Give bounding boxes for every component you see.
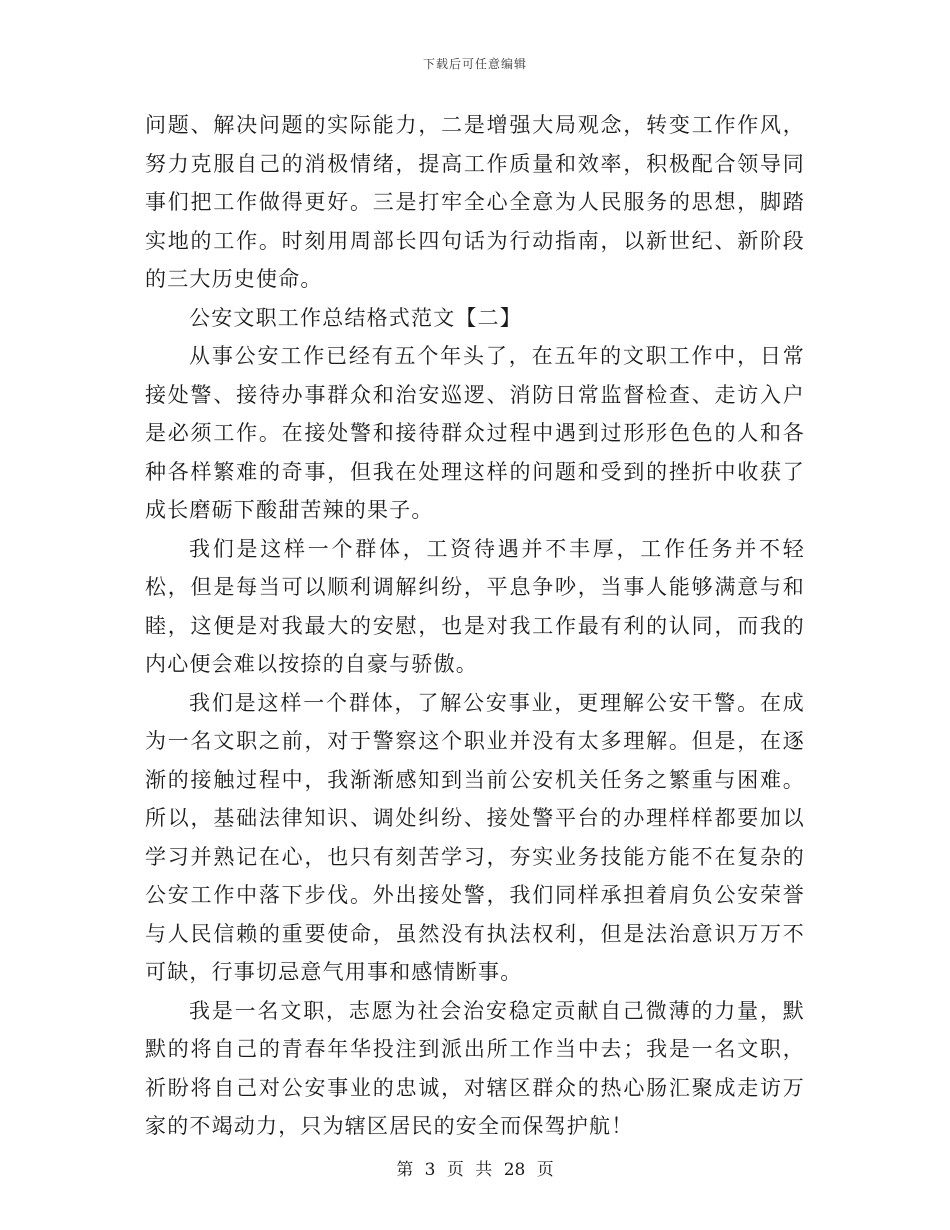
document-body bbox=[145, 106, 805, 1146]
current-page-number: 3 bbox=[424, 1160, 436, 1180]
body-paragraph-3: 我们是这样一个群体，工资待遇并不丰厚，工作任务并不轻松，但是每当可以顺利调解纠纷，平息争吵，当事人能够满意与和睦，这便是对我最大的安慰，也是对我工作最有利的认同，而我的内心便会难以按捺的自豪与骄傲。 bbox=[145, 536, 805, 676]
section-heading: 公安文职工作总结格式范文【二】 bbox=[189, 305, 522, 330]
body-paragraph-5: 我是一名文职，志愿为社会治安稳定贡献自己微薄的力量，默默的将自己的青春年华投注到派出所工作当中去；我是一名文职，祈盼将自己对公安事业的忠诚，对辖区群众的热心肠汇聚成走访万家的不竭动力，只为辖区居民的安全而保驾护航！ bbox=[145, 998, 805, 1138]
page-footer bbox=[0, 1155, 950, 1180]
page-header: 下载后可任意编辑 bbox=[422, 57, 527, 71]
footer-prefix: 第 bbox=[396, 1160, 414, 1180]
footer-suffix: 页 bbox=[536, 1160, 554, 1180]
footer-total-word: 共 bbox=[475, 1160, 493, 1180]
body-paragraph-2: 从事公安工作已经有五个年头了，在五年的文职工作中，日常接处警、接待办事群众和治安巡逻、消防日常监督检查、走访入户是必须工作。在接处警和接待群众过程中遇到过形形色色的人和各种各样繁难的奇事，但我在处理这样的问题和受到的挫折中收获了成长磨砺下酸甜苦辣的果子。 bbox=[145, 344, 805, 522]
body-paragraph-4: 我们是这样一个群体，了解公安事业，更理解公安干警。在成为一名文职之前，对于警察这个职业并没有太多理解。但是，在逐渐的接触过程中，我渐渐感知到当前公安机关任务之繁重与困难。所以，基础法律知识、调处纠纷、接处警平台的办理样样都要加以学习并熟记在心，也只有刻苦学习，夯实业务技能方能不在复杂的公安工作中落下步伐。外出接处警，我们同样承担着肩负公安荣誉与人民信赖的重要使命，虽然没有执法权利，但是法治意识万万不可缺，行事切忌意气用事和感情断事。 bbox=[145, 690, 805, 984]
body-paragraph-1: 问题、解决问题的实际能力，二是增强大局观念，转变工作作风，努力克服自己的消极情绪，提高工作质量和效率，积极配合领导同事们把工作做得更好。三是打牢全心全意为人民服务的思想，脚踏实地的工作。时刻用周部长四句话为行动指南，以新世纪、新阶段的三大历史使命。 bbox=[145, 113, 805, 291]
footer-page-word: 页 bbox=[446, 1160, 464, 1180]
total-page-count: 28 bbox=[503, 1160, 526, 1180]
